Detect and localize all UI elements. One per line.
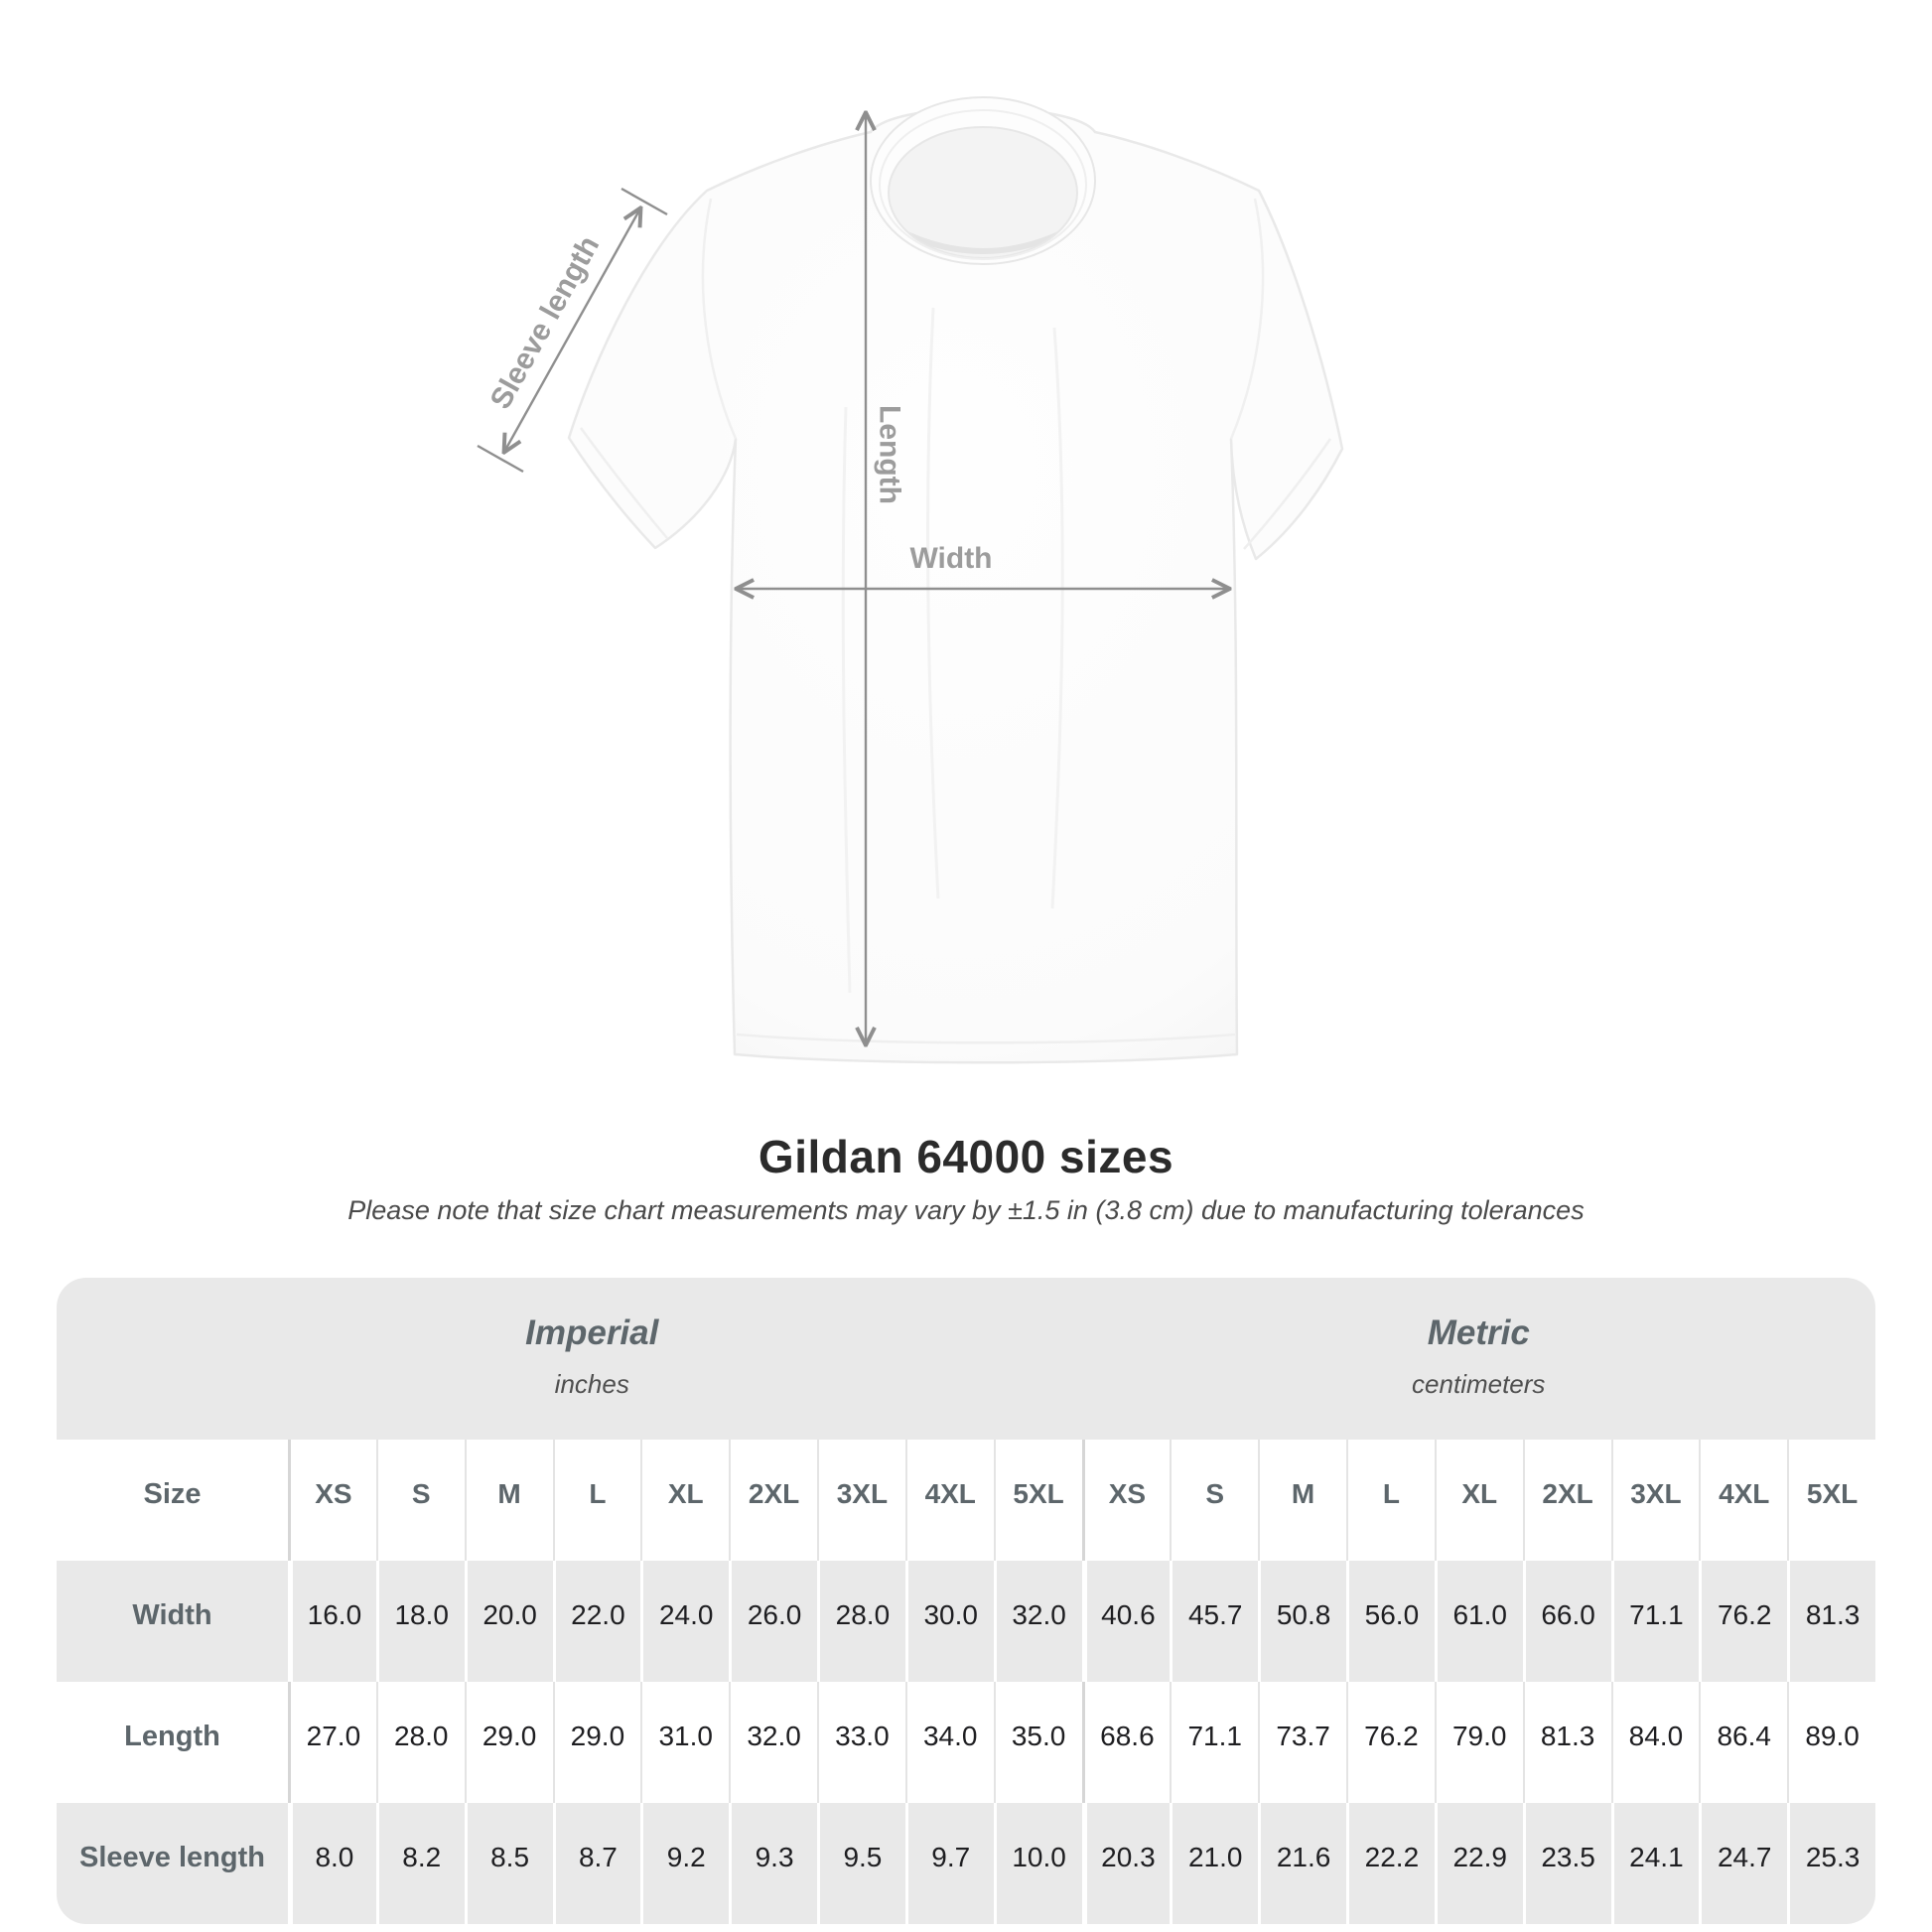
length-label: Length bbox=[873, 405, 906, 504]
table-cell: 33.0 bbox=[817, 1682, 905, 1803]
table-cell: 24.1 bbox=[1611, 1803, 1700, 1924]
table-cell: 50.8 bbox=[1258, 1561, 1346, 1682]
table-cell: 34.0 bbox=[905, 1682, 994, 1803]
table-cell: 9.2 bbox=[640, 1803, 729, 1924]
metric-unit-label: centimeters bbox=[1412, 1369, 1546, 1399]
width-label: Width bbox=[909, 542, 993, 575]
size-col-header: XS bbox=[1082, 1440, 1171, 1561]
table-cell: 23.5 bbox=[1523, 1803, 1611, 1924]
table-cell: 31.0 bbox=[640, 1682, 729, 1803]
table-cell: 61.0 bbox=[1435, 1561, 1523, 1682]
table-cell: 10.0 bbox=[994, 1803, 1082, 1924]
length-row bbox=[57, 1682, 1875, 1803]
size-col-header: 2XL bbox=[1523, 1440, 1611, 1561]
table-cell: 20.3 bbox=[1082, 1803, 1171, 1924]
sleeve-length-row bbox=[57, 1803, 1875, 1924]
table-cell: 28.0 bbox=[376, 1682, 465, 1803]
table-cell: 71.1 bbox=[1611, 1561, 1700, 1682]
size-header: Size bbox=[143, 1477, 202, 1510]
table-cell: 18.0 bbox=[376, 1561, 465, 1682]
imperial-group-header bbox=[57, 1278, 1082, 1440]
size-col-header: S bbox=[1170, 1440, 1258, 1561]
table-cell: 30.0 bbox=[905, 1561, 994, 1682]
sleeve-arrow-end-tick bbox=[621, 189, 667, 214]
size-col-header: 3XL bbox=[817, 1440, 905, 1561]
table-cell: 84.0 bbox=[1611, 1682, 1700, 1803]
table-cell: 24.7 bbox=[1699, 1803, 1787, 1924]
table-cell: 73.7 bbox=[1258, 1682, 1346, 1803]
tolerance-note: Please note that size chart measurements may vary by ±1.5 in (3.8 cm) due to manufacturing tolerances bbox=[347, 1195, 1585, 1225]
table-cell: 21.6 bbox=[1258, 1803, 1346, 1924]
size-col-header: 3XL bbox=[1611, 1440, 1700, 1561]
size-col-header: XL bbox=[640, 1440, 729, 1561]
table-cell: 21.0 bbox=[1170, 1803, 1258, 1924]
table-cell: 79.0 bbox=[1435, 1682, 1523, 1803]
table-cell: 89.0 bbox=[1787, 1682, 1875, 1803]
table-cell: 22.0 bbox=[553, 1561, 641, 1682]
table-cell: 56.0 bbox=[1346, 1561, 1435, 1682]
table-cell: 29.0 bbox=[553, 1682, 641, 1803]
table-cell: 32.0 bbox=[994, 1561, 1082, 1682]
table-cell: 68.6 bbox=[1082, 1682, 1171, 1803]
metric-group-header bbox=[1082, 1278, 1876, 1440]
unit-group-header-row bbox=[57, 1278, 1875, 1440]
table-cell: 9.5 bbox=[817, 1803, 905, 1924]
table-cell: 45.7 bbox=[1170, 1561, 1258, 1682]
table-cell: 81.3 bbox=[1523, 1682, 1611, 1803]
size-col-header: 4XL bbox=[905, 1440, 994, 1561]
table-cell: 32.0 bbox=[729, 1682, 817, 1803]
size-header-row bbox=[57, 1440, 1875, 1561]
table-cell: 86.4 bbox=[1699, 1682, 1787, 1803]
table-cell: 81.3 bbox=[1787, 1561, 1875, 1682]
table-cell: 71.1 bbox=[1170, 1682, 1258, 1803]
table-cell: 9.3 bbox=[729, 1803, 817, 1924]
row-label: Width bbox=[132, 1598, 212, 1631]
table-cell: 22.2 bbox=[1346, 1803, 1435, 1924]
size-col-header: 2XL bbox=[729, 1440, 817, 1561]
table-cell: 35.0 bbox=[994, 1682, 1082, 1803]
width-row bbox=[57, 1561, 1875, 1682]
page-title: Gildan 64000 sizes bbox=[758, 1131, 1174, 1182]
table-cell: 66.0 bbox=[1523, 1561, 1611, 1682]
size-col-header: L bbox=[1346, 1440, 1435, 1561]
table-cell: 22.9 bbox=[1435, 1803, 1523, 1924]
table-cell: 29.0 bbox=[465, 1682, 553, 1803]
table-cell: 27.0 bbox=[288, 1682, 376, 1803]
size-col-header: 4XL bbox=[1699, 1440, 1787, 1561]
size-col-header: XL bbox=[1435, 1440, 1523, 1561]
imperial-unit-label: inches bbox=[554, 1369, 629, 1399]
sleeve-length-label: Sleeve length bbox=[483, 230, 607, 415]
table-cell: 40.6 bbox=[1082, 1561, 1171, 1682]
row-label: Length bbox=[124, 1720, 220, 1752]
size-table bbox=[57, 1278, 1875, 1924]
size-col-header: 5XL bbox=[994, 1440, 1082, 1561]
tshirt-illustration bbox=[569, 97, 1342, 1062]
metric-label: Metric bbox=[1427, 1313, 1530, 1352]
table-cell: 25.3 bbox=[1787, 1803, 1875, 1924]
size-col-header: XS bbox=[288, 1440, 376, 1561]
size-col-header: M bbox=[1258, 1440, 1346, 1561]
table-cell: 8.5 bbox=[465, 1803, 553, 1924]
table-cell: 8.0 bbox=[288, 1803, 376, 1924]
table-cell: 8.7 bbox=[553, 1803, 641, 1924]
table-cell: 16.0 bbox=[288, 1561, 376, 1682]
sleeve-arrow-start-tick bbox=[478, 446, 523, 472]
imperial-label: Imperial bbox=[525, 1313, 659, 1352]
table-cell: 28.0 bbox=[817, 1561, 905, 1682]
row-label: Sleeve length bbox=[79, 1841, 265, 1873]
size-col-header: L bbox=[553, 1440, 641, 1561]
table-cell: 24.0 bbox=[640, 1561, 729, 1682]
size-col-header: M bbox=[465, 1440, 553, 1561]
table-cell: 76.2 bbox=[1346, 1682, 1435, 1803]
table-cell: 76.2 bbox=[1699, 1561, 1787, 1682]
size-col-header: S bbox=[376, 1440, 465, 1561]
table-cell: 26.0 bbox=[729, 1561, 817, 1682]
table-cell: 9.7 bbox=[905, 1803, 994, 1924]
size-col-header: 5XL bbox=[1787, 1440, 1875, 1561]
table-cell: 8.2 bbox=[376, 1803, 465, 1924]
table-cell: 20.0 bbox=[465, 1561, 553, 1682]
